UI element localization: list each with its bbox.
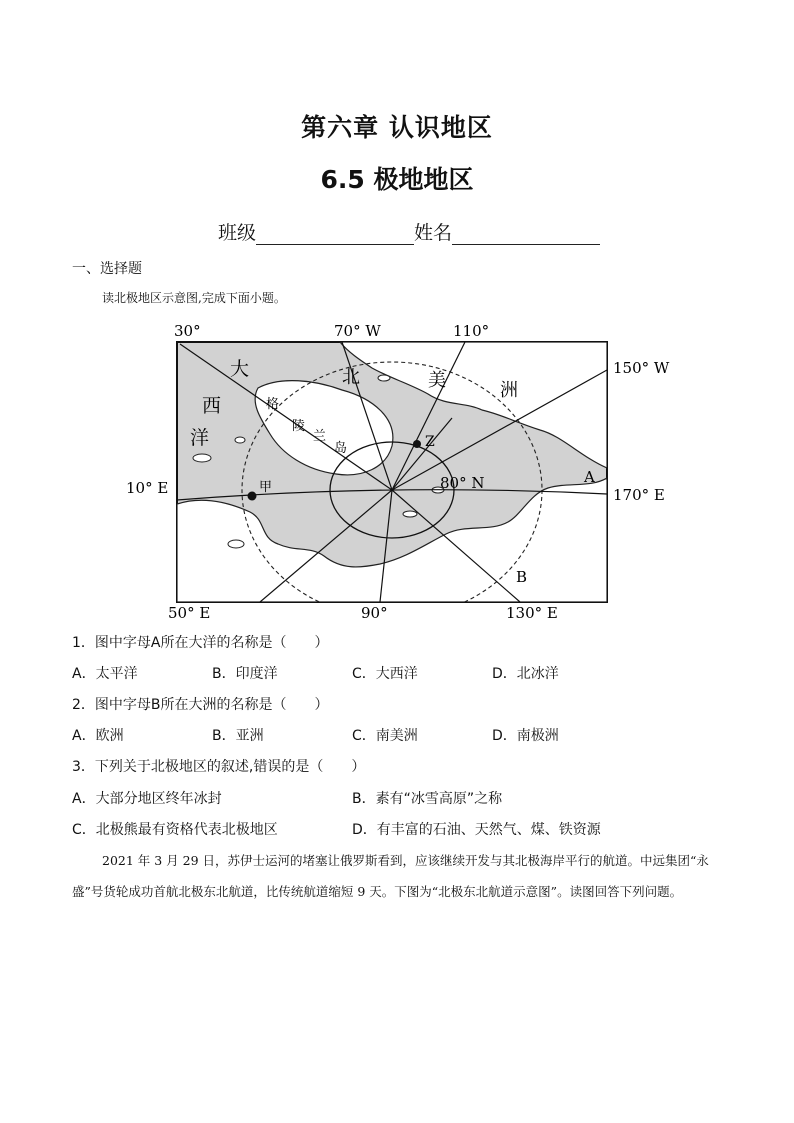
island (378, 375, 390, 381)
label-80n: 80° N (440, 474, 485, 492)
island (403, 511, 417, 517)
label-ocean-da: 大 (230, 358, 250, 380)
question-2-option-d[interactable]: D．南极洲 (492, 728, 559, 744)
label-110: 110° (453, 322, 490, 340)
question-3-option-d[interactable]: D．有丰富的石油、天然气、煤、铁资源 (352, 822, 601, 838)
intro-text: 读北极地区示意图,完成下面小题。 (102, 291, 286, 305)
question-3-option-c[interactable]: C．北极熊最有资格代表北极地区 (72, 822, 278, 838)
question-1-stem: 1．图中字母A所在大洋的名称是（ ） (72, 635, 329, 651)
label-point-z: Z (425, 434, 435, 450)
island (193, 454, 211, 462)
point-jia-marker (248, 492, 257, 501)
label-70w: 70° W (334, 322, 381, 340)
label-point-jia: 甲 (259, 480, 273, 495)
label-170e: 170° E (613, 486, 665, 504)
label-ocean-xi: 西 (202, 395, 222, 417)
label-island-ling: 陵 (292, 419, 306, 434)
question-3-option-b[interactable]: B．素有“冰雪高原”之称 (352, 791, 503, 807)
class-name-line (218, 218, 600, 245)
label-island-lan: 兰 (313, 429, 327, 444)
label-50e: 50° E (168, 604, 211, 622)
section-title: 一、选择题 (72, 261, 142, 277)
question-3-stem: 3．下列关于北极地区的叙述,错误的是（ ） (72, 759, 366, 775)
question-2-stem: 2．图中字母B所在大洲的名称是（ ） (72, 697, 329, 713)
question-1-option-c[interactable]: C．大西洋 (352, 666, 418, 682)
label-130e: 130° E (506, 604, 558, 622)
label-cont-mei: 美 (428, 370, 446, 391)
label-letter-b: B (516, 568, 528, 586)
label-cont-zhou: 洲 (500, 380, 518, 401)
label-island-ge: 格 (266, 397, 280, 412)
question-1-option-b[interactable]: B．印度洋 (212, 666, 278, 682)
arctic-map (110, 318, 680, 622)
island (228, 540, 244, 548)
question-3-option-a[interactable]: A．大部分地区终年冰封 (72, 791, 222, 807)
question-2-option-c[interactable]: C．南美洲 (352, 728, 418, 744)
island (235, 437, 245, 443)
label-cont-bei: 北 (342, 367, 360, 388)
class-blank[interactable] (256, 224, 414, 245)
label-150w: 150° W (613, 359, 670, 377)
class-label: 班级 (218, 222, 257, 244)
question-2-option-b[interactable]: B．亚洲 (212, 728, 264, 744)
point-z-marker (413, 440, 421, 448)
label-30: 30° (174, 322, 201, 340)
label-island-dao: 岛 (334, 441, 348, 456)
passage-text: 2021 年 3 月 29 日，苏伊士运河的堵塞让俄罗斯看到，应该继续开发与其北极海岸平行的航道。中远集团“永盛”号货轮成功首航北极东北航道，比传统航道缩短 9 天。下图为“北极东北航道示意图”。读图回答下列问题。 (72, 853, 709, 899)
label-letter-a: A (584, 468, 595, 486)
chapter-title: 第六章 认识地区 (301, 113, 493, 142)
label-ocean-yang: 洋 (190, 427, 210, 449)
question-2-option-a[interactable]: A．欧洲 (72, 728, 124, 744)
label-90: 90° (361, 604, 388, 622)
question-1-option-a[interactable]: A．太平洋 (72, 666, 138, 682)
lesson-title: 6.5 极地地区 (320, 165, 474, 194)
name-label: 姓名 (414, 222, 453, 244)
question-1-option-d[interactable]: D．北冰洋 (492, 666, 559, 682)
label-10e: 10° E (126, 479, 169, 497)
name-blank[interactable] (452, 224, 600, 245)
